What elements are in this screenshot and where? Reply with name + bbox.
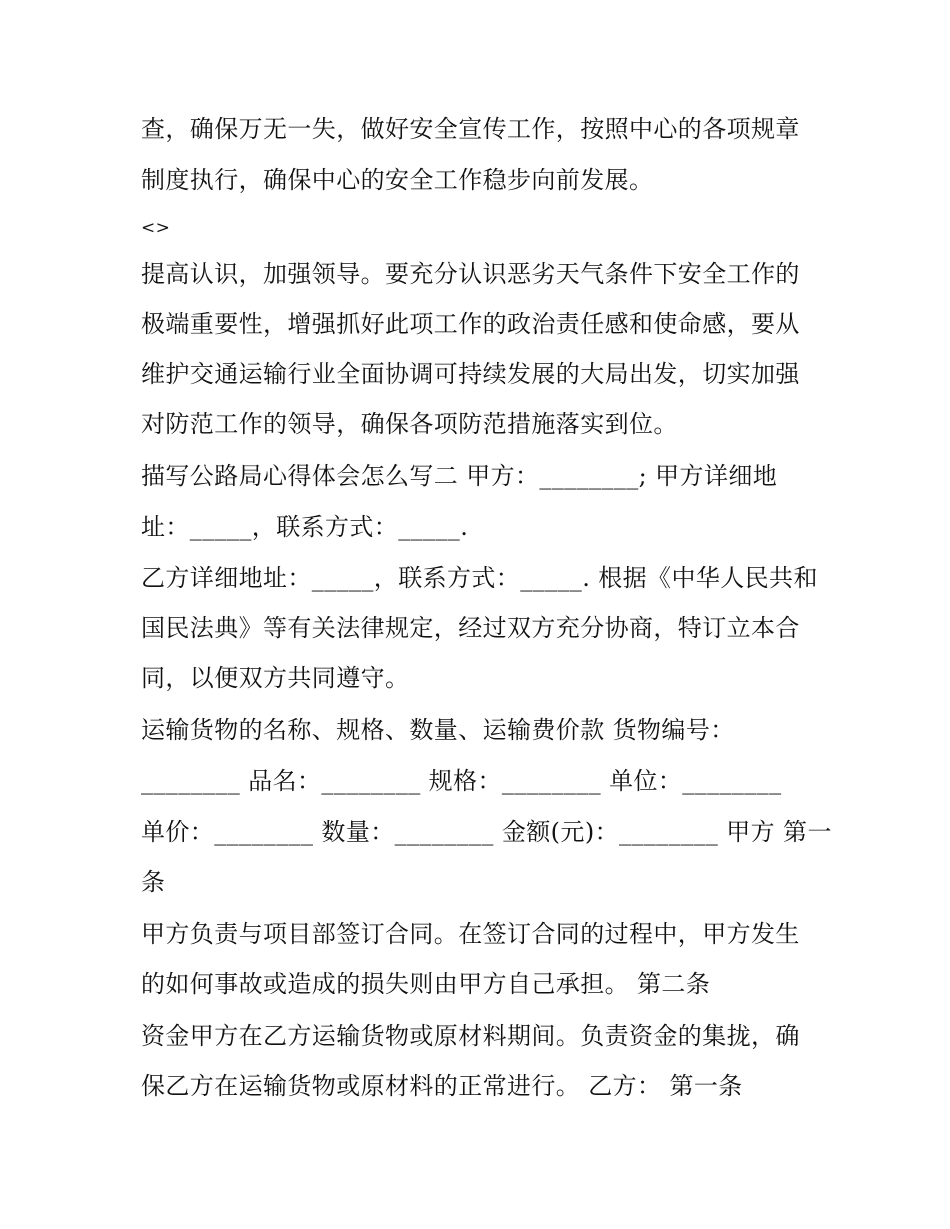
text-line-18: 的如何事故或造成的损失则由甲方自己承担。 第二条 bbox=[141, 970, 711, 998]
text-line-6: 维护交通运输行业全面协调可持续发展的大局出发，切实加强 bbox=[141, 360, 800, 388]
text-line-12: 同，以便双方共同遵守。 bbox=[141, 664, 410, 692]
text-line-3: <> bbox=[141, 218, 171, 238]
text-line-13: 运输货物的名称、规格、数量、运输费价款 货物编号： bbox=[141, 716, 735, 744]
text-line-19: 资金甲方在乙方运输货物或原材料期间。负责资金的集拢，确 bbox=[141, 1022, 800, 1050]
text-line-8: 描写公路局心得体会怎么写二 甲方：________; 甲方详细地 bbox=[141, 462, 778, 490]
text-line-15: 单价：________ 数量：________ 金额(元)：________ 甲方 第一 bbox=[141, 818, 832, 846]
text-line-7: 对防范工作的领导，确保各项防范措施落实到位。 bbox=[141, 410, 678, 438]
text-line-4: 提高认识，加强领导。要充分认识恶劣天气条件下安全工作的 bbox=[141, 260, 800, 288]
text-line-16: 条 bbox=[141, 868, 166, 896]
text-line-5: 极端重要性，增强抓好此项工作的政治责任感和使命感，要从 bbox=[141, 310, 800, 338]
text-line-9: 址：_____，联系方式：_____. bbox=[141, 513, 469, 541]
text-line-17: 甲方负责与项目部签订合同。在签订合同的过程中，甲方发生 bbox=[141, 920, 800, 948]
text-line-14: ________ 品名：________ 规格：________ 单位：________ bbox=[141, 767, 782, 795]
text-line-10: 乙方详细地址：_____，联系方式：_____. 根据《中华人民共和 bbox=[141, 564, 818, 592]
text-line-11: 国民法典》等有关法律规定，经过双方充分协商，特订立本合 bbox=[141, 614, 800, 642]
text-line-2: 制度执行，确保中心的安全工作稳步向前发展。 bbox=[141, 166, 654, 194]
text-line-1: 查，确保万无一失，做好安全宣传工作，按照中心的各项规章 bbox=[141, 115, 800, 143]
text-line-20: 保乙方在运输货物或原材料的正常进行。 乙方： 第一条 bbox=[141, 1072, 743, 1100]
